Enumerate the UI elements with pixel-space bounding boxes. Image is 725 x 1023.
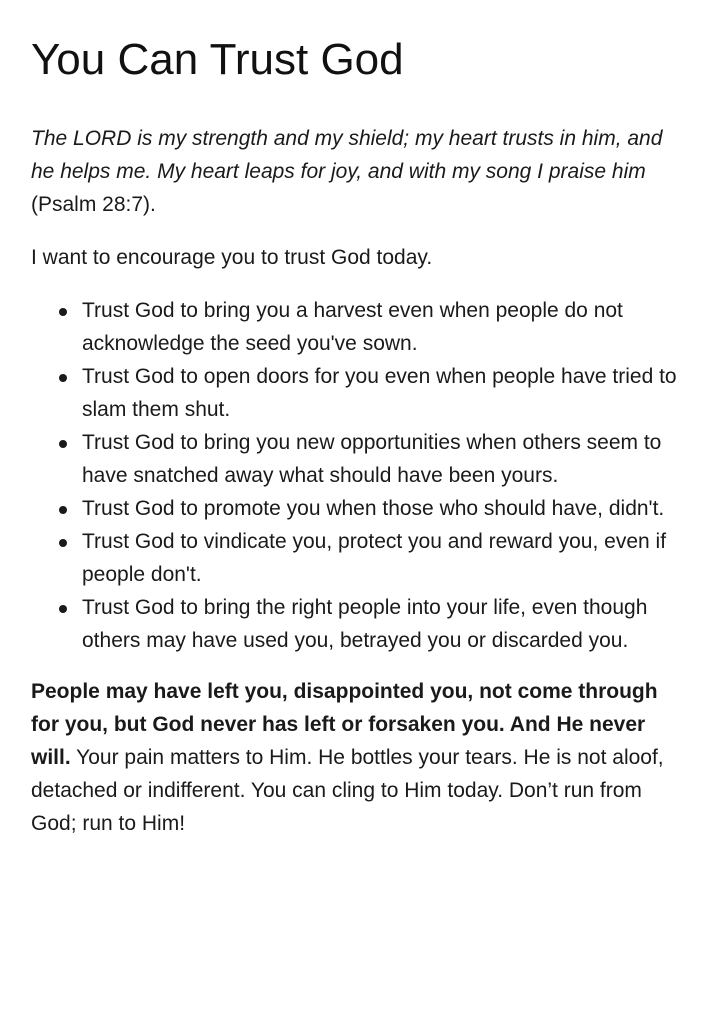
closing-paragraph — [31, 675, 685, 840]
list-item — [31, 492, 685, 525]
list-item-text: Trust God to open doors for you even when people have tried to slam them shut. — [82, 365, 677, 421]
closing-bold-text: People may have left you, disappointed you, not come through for you, but God never has left or forsaken you. And He never will. — [31, 680, 658, 769]
bullet-icon — [59, 539, 67, 547]
list-item-text: Trust God to bring you new opportunities when others seem to have snatched away what should have been yours. — [82, 431, 662, 487]
scripture-quote: The LORD is my strength and my shield; my heart trusts in him, and he helps me. My heart leaps for joy, and with my song I praise him — [31, 127, 663, 183]
bullet-icon — [59, 506, 67, 514]
bullet-icon — [59, 440, 67, 448]
list-item — [31, 426, 685, 492]
trust-list — [31, 294, 685, 657]
list-item-text: Trust God to promote you when those who should have, didn't. — [82, 497, 665, 520]
scripture-reference: (Psalm 28:7). — [31, 193, 156, 216]
intro-paragraph: I want to encourage you to trust God today. — [31, 246, 433, 269]
closing-regular-text: Your pain matters to Him. He bottles your tears. He is not aloof, detached or indifferent. You can cling to Him today. Don’t run from God; run to Him! — [31, 746, 664, 835]
list-item — [31, 360, 685, 426]
list-item — [31, 591, 685, 657]
list-item — [31, 294, 685, 360]
list-item — [31, 525, 685, 591]
bullet-icon — [59, 605, 67, 613]
list-item-text: Trust God to vindicate you, protect you and reward you, even if people don't. — [82, 530, 667, 586]
bullet-icon — [59, 374, 67, 382]
page-title: You Can Trust God — [31, 35, 404, 84]
list-item-text: Trust God to bring you a harvest even when people do not acknowledge the seed you've sown. — [82, 299, 623, 355]
bullet-icon — [59, 308, 67, 316]
scripture-paragraph — [31, 122, 685, 221]
list-item-text: Trust God to bring the right people into your life, even though others may have used you, betrayed you or discarded you. — [82, 596, 648, 652]
